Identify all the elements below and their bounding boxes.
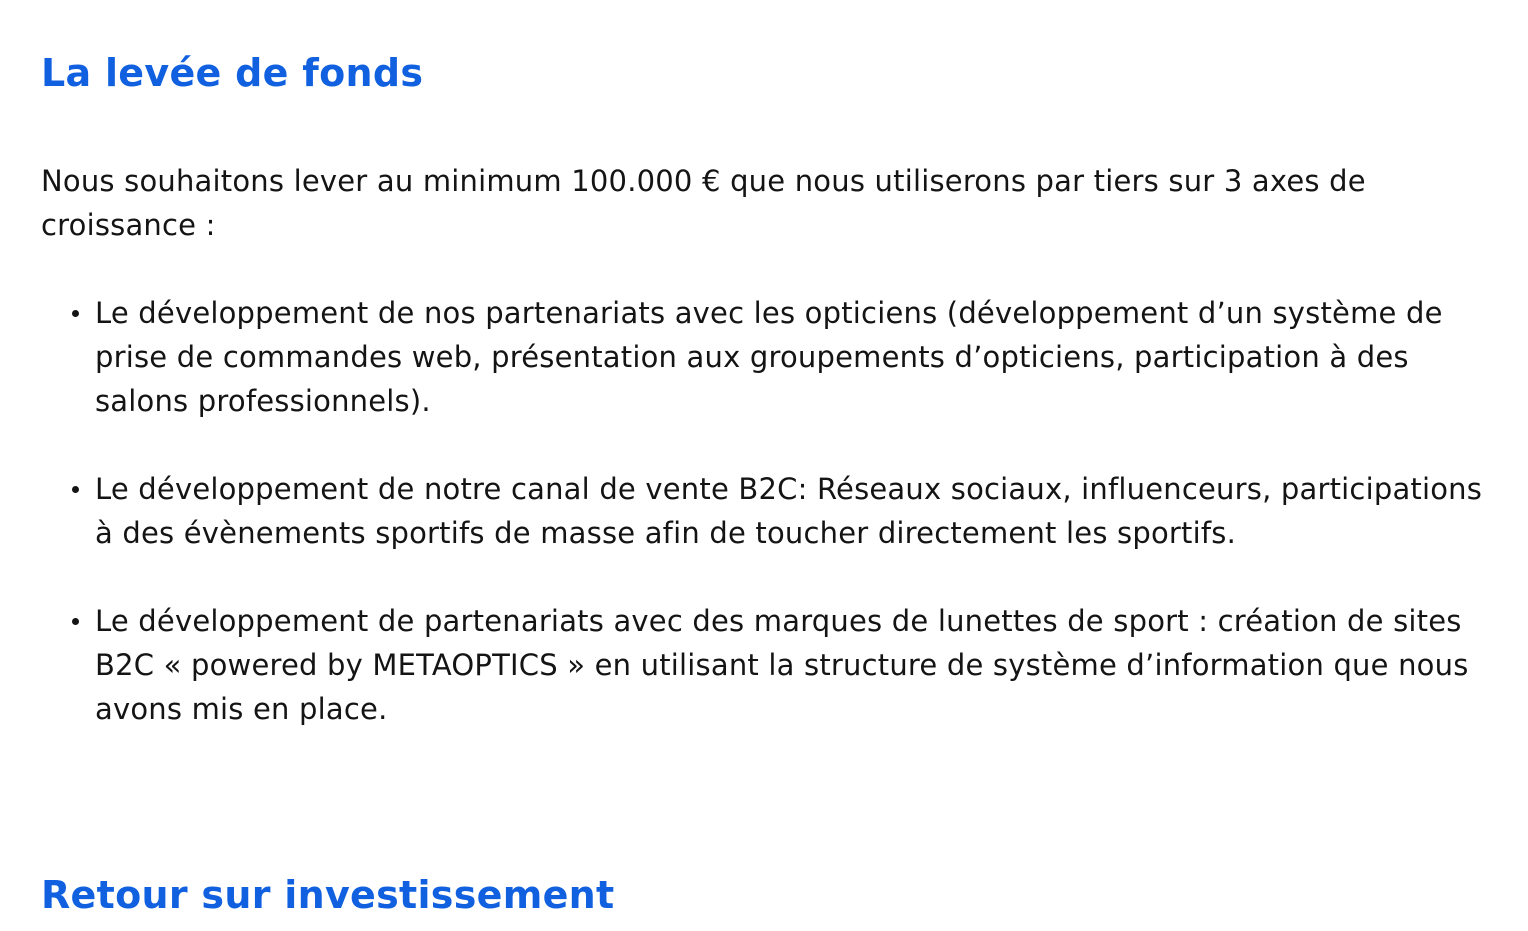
list-item bbox=[41, 291, 1501, 423]
growth-axes-list bbox=[41, 291, 1501, 775]
fundraising-intro: Nous souhaitons lever au minimum 100.000 € que nous utiliserons par tiers sur 3 axes de croissance : bbox=[41, 164, 1366, 242]
bullet-icon bbox=[72, 618, 79, 625]
fundraising-heading: La levée de fonds bbox=[41, 51, 424, 95]
axis-text: Le développement de partenariats avec des marques de lunettes de sport : création de sites B2C « powered by METAOPTICS » en utilisant la structure de système d’information que nous avons mis en place. bbox=[95, 604, 1469, 726]
bullet-icon bbox=[72, 310, 79, 317]
list-item bbox=[41, 599, 1501, 731]
bullet-icon bbox=[72, 486, 79, 493]
roi-heading: Retour sur investissement bbox=[41, 873, 615, 917]
axis-text: Le développement de nos partenariats avec les opticiens (développement d’un système de prise de commandes web, présentation aux groupements d’opticiens, participation à des salons professionnels). bbox=[95, 296, 1443, 418]
list-item bbox=[41, 467, 1501, 555]
axis-text: Le développement de notre canal de vente B2C: Réseaux sociaux, influenceurs, participations à des évènements sportifs de masse afin de toucher directement les sportifs. bbox=[95, 472, 1483, 550]
